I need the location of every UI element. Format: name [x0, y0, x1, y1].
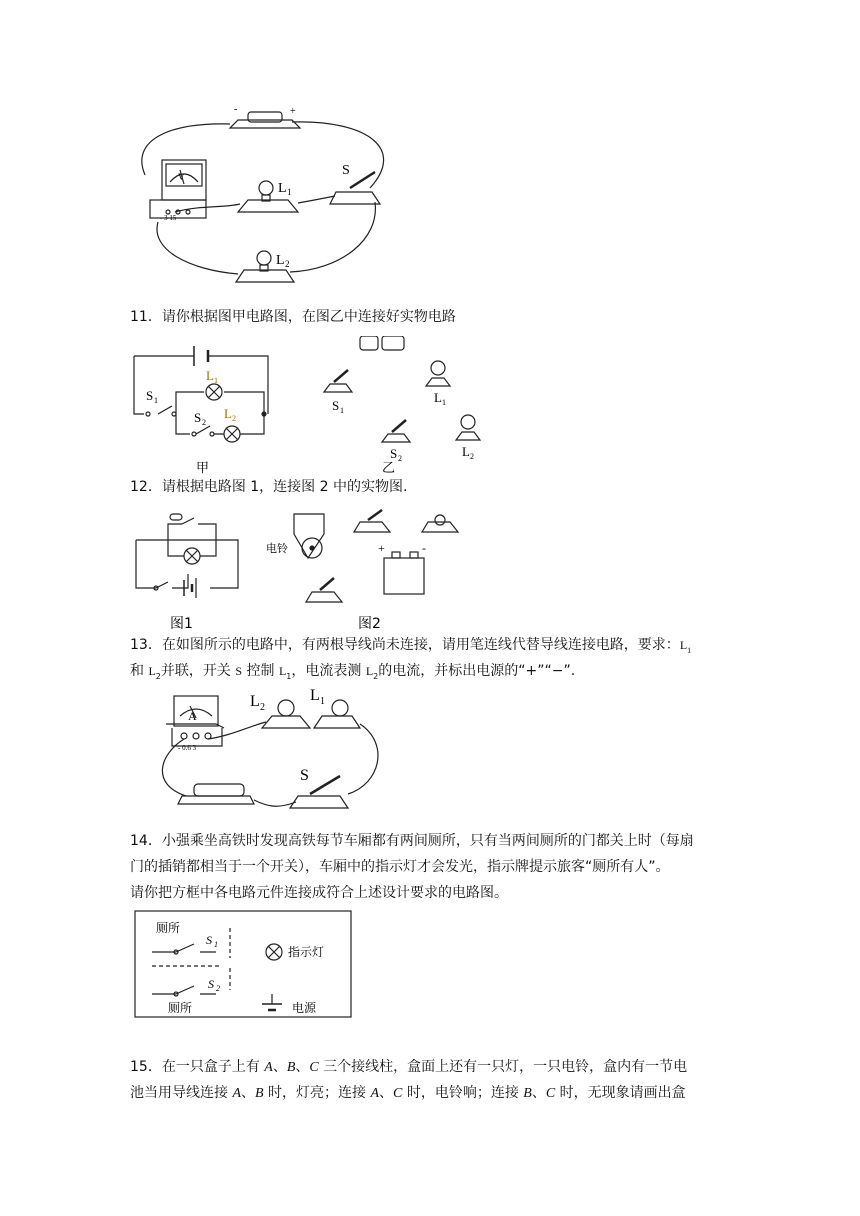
l2-sub: 2: [260, 702, 265, 713]
l2-label: L: [276, 253, 285, 268]
jia-s2-label: S: [194, 410, 202, 425]
jia-l1-label: L: [206, 368, 214, 383]
jia-l2-sub: 2: [232, 414, 236, 423]
question-13-line1: 13．在如图所示的电路中，有两根导线尚未连接，请用笔连线代替导线连接电路，要求：$L_1$: [130, 637, 692, 655]
battery-minus-label: -: [234, 104, 238, 115]
question-14-line2: 门的插销都相当于一个开关），车厢中的指示灯才会发光，指示牌提示旅客“厕所有人”。: [130, 859, 670, 875]
question-14-line1: 14．小强乘坐高铁时发现高铁每节车厢都有两间厕所，只有当两间厕所的门都关上时（每扇: [130, 833, 694, 849]
figure-q13: [150, 684, 390, 820]
question-14-line3: 请你把方框中各电路元件连接成符合上述设计要求的电路图。: [130, 885, 508, 901]
question-11-text: 11．请你根据图甲电路图，在图乙中连接好实物电路: [130, 309, 456, 325]
ammeter-a-label: A: [188, 709, 197, 723]
yi-s1-sub: 1: [340, 406, 344, 415]
s1-sub: 1: [214, 940, 218, 949]
bell-label: 电铃: [266, 542, 288, 555]
jia-l2-label: L: [224, 406, 232, 421]
fig1-caption: 图1: [170, 616, 193, 632]
figure-q14: [132, 908, 356, 1020]
yi-l1-label: L: [434, 390, 442, 405]
battery-minus: -: [422, 541, 426, 555]
fig2-caption: 图2: [358, 616, 381, 632]
figure-q12: [128, 504, 478, 632]
battery-plus-label: +: [290, 106, 296, 117]
yi-s2-label: S: [390, 446, 398, 461]
s2-label: S: [208, 977, 214, 991]
question-15-line2: 池当用导线连接 A、B 时，灯亮；连接 A、C 时，电铃响；连接 B、C 时，无现象请画出盒: [130, 1085, 686, 1101]
switch-s-label: S: [300, 767, 309, 784]
ammeter-terminals: - 0.6 3: [178, 744, 197, 752]
figure-q11: [128, 336, 488, 478]
jia-s1-label: S: [146, 388, 154, 403]
wc1-label: 厕所: [156, 921, 181, 935]
power-label: 电源: [292, 1001, 317, 1015]
l1-sub: 1: [320, 696, 325, 707]
battery-plus: +: [378, 541, 385, 555]
s2-sub: 2: [216, 984, 220, 993]
question-12-text: 12．请根据电路图 1，连接图 2 中的实物图.: [130, 479, 408, 495]
switch-s-label: S: [342, 163, 350, 178]
s1-label: S: [206, 933, 212, 947]
question-15-line1: 15．在一只盒子上有 A、B、C 三个接线柱，盒面上还有一只灯，一只电铃，盒内有一节电: [130, 1059, 688, 1075]
jia-s1-sub: 1: [154, 396, 158, 405]
jia-s2-sub: 2: [202, 418, 206, 427]
jia-caption: 甲: [196, 461, 210, 476]
voltmeter-v-label: V: [178, 172, 185, 182]
wc2-label: 厕所: [168, 1001, 193, 1015]
l2-label: L: [250, 693, 260, 710]
l1-label: L: [310, 687, 320, 704]
yi-l2-sub: 2: [470, 452, 474, 461]
yi-caption: 乙: [382, 461, 396, 476]
yi-s1-label: S: [332, 398, 340, 413]
yi-l2-label: L: [462, 444, 470, 459]
l1-label: L: [278, 181, 287, 196]
jia-l1-sub: 1: [214, 376, 218, 385]
voltmeter-terminals-label: - 3 15: [160, 214, 177, 222]
l1-sub: 1: [287, 187, 292, 197]
yi-s2-sub: 2: [398, 454, 402, 463]
yi-l1-sub: 1: [442, 398, 446, 407]
figure-voltmeter-circuit: [130, 100, 410, 300]
lamp-label: 指示灯: [288, 945, 325, 959]
question-13-line2: 和 $L_2$并联，开关 S 控制 $L_1$，电流表测 $L_2$的电流，并标出电源的“+”“−”.: [130, 663, 576, 681]
l2-sub: 2: [285, 259, 290, 269]
